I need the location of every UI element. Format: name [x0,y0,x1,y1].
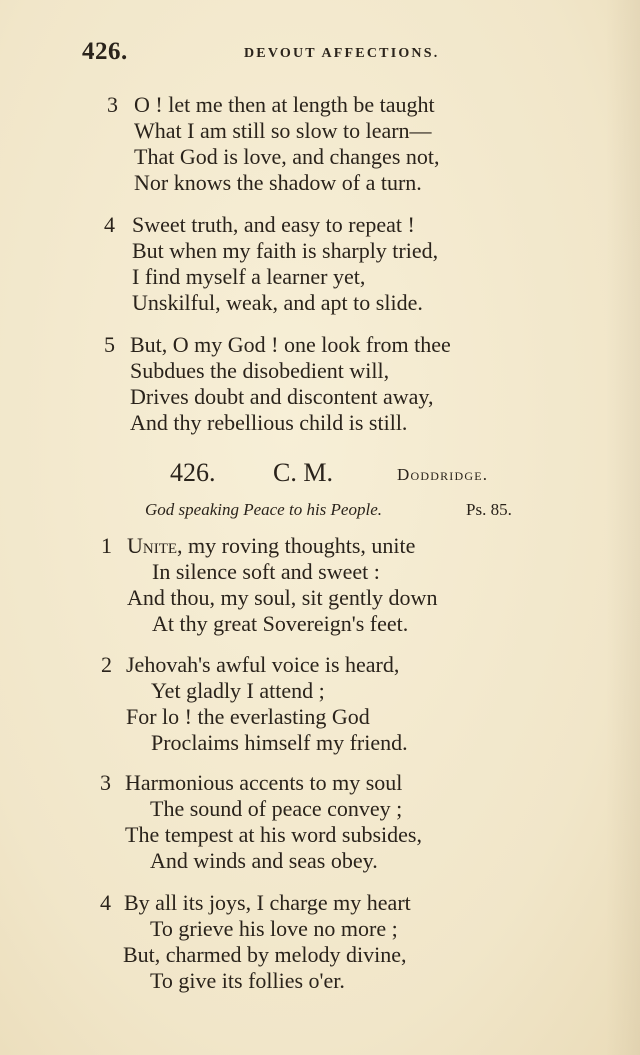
hymn-stanza-1 [0,533,560,637]
stanza-number: 3 [107,92,118,117]
verse-line: Subdues the disobedient will, [130,358,390,383]
verse-line: That God is love, and changes not, [134,144,440,169]
hymn-stanza-4 [0,890,560,994]
verse-line: I find myself a learner yet, [132,264,366,289]
stanza-number: 2 [101,652,112,677]
verse-line: And thou, my soul, sit gently down [127,585,438,610]
stanza-number: 4 [100,890,111,915]
verse-line: Unskilful, weak, and apt to slide. [132,290,423,315]
stanza-number: 1 [101,533,112,558]
page-number: 426. [82,38,128,65]
verse-line: Jehovah's awful voice is heard, [126,652,400,677]
verse-line: Harmonious accents to my soul [125,770,403,795]
scripture-reference: Ps. 85. [466,500,512,519]
stanza-number: 3 [100,770,111,795]
verse-line: The tempest at his word subsides, [125,822,422,847]
verse-line: Sweet truth, and easy to repeat ! [132,212,415,237]
page-header [82,38,462,68]
verse-line: , my roving thoughts, unite [177,533,416,558]
stanza-number: 5 [104,332,115,357]
verse-line: Nor knows the shadow of a turn. [134,170,422,195]
verse-line: What I am still so slow to learn— [134,118,432,143]
hymn-subtitle [0,500,640,524]
verse-line: And thy rebellious child is still. [130,410,408,435]
hymn-stanza-3 [0,770,560,874]
verse-line: By all its joys, I charge my heart [124,890,411,915]
stanza-number: 4 [104,212,115,237]
hymn-number: 426. [170,458,216,487]
page-gutter-shadow [606,0,640,1055]
verse-line: Yet gladly I attend ; [151,678,325,703]
verse-line: In silence soft and sweet : [152,559,380,584]
verse-line: But, O my God ! one look from thee [130,332,451,357]
prev-stanza-4 [0,212,560,316]
verse-line: At thy great Sovereign's feet. [152,611,409,636]
hymn-meter: C. M. [273,458,333,487]
verse-line: And winds and seas obey. [150,848,378,873]
verse-line: But, charmed by melody divine, [123,942,407,967]
verse-line: For lo ! the everlasting God [126,704,370,729]
prev-stanza-5 [0,332,560,436]
hymn-heading [0,458,640,490]
verse-line: To give its follies o'er. [150,968,345,993]
hymn-stanza-2 [0,652,560,756]
subtitle-text: God speaking Peace to his People. [145,500,382,519]
verse-line: To grieve his love no more ; [150,916,398,941]
hymn-author: Doddridge. [397,465,489,484]
running-head: DEVOUT AFFECTIONS. [244,46,440,61]
verse-line: Proclaims himself my friend. [151,730,408,755]
verse-line: But when my faith is sharply tried, [132,238,439,263]
verse-line: Drives doubt and discontent away, [130,384,434,409]
prev-stanza-3 [0,92,560,196]
verse-line: O ! let me then at length be taught [134,92,435,117]
first-word: Unite [127,533,178,558]
verse-line: The sound of peace convey ; [150,796,403,821]
